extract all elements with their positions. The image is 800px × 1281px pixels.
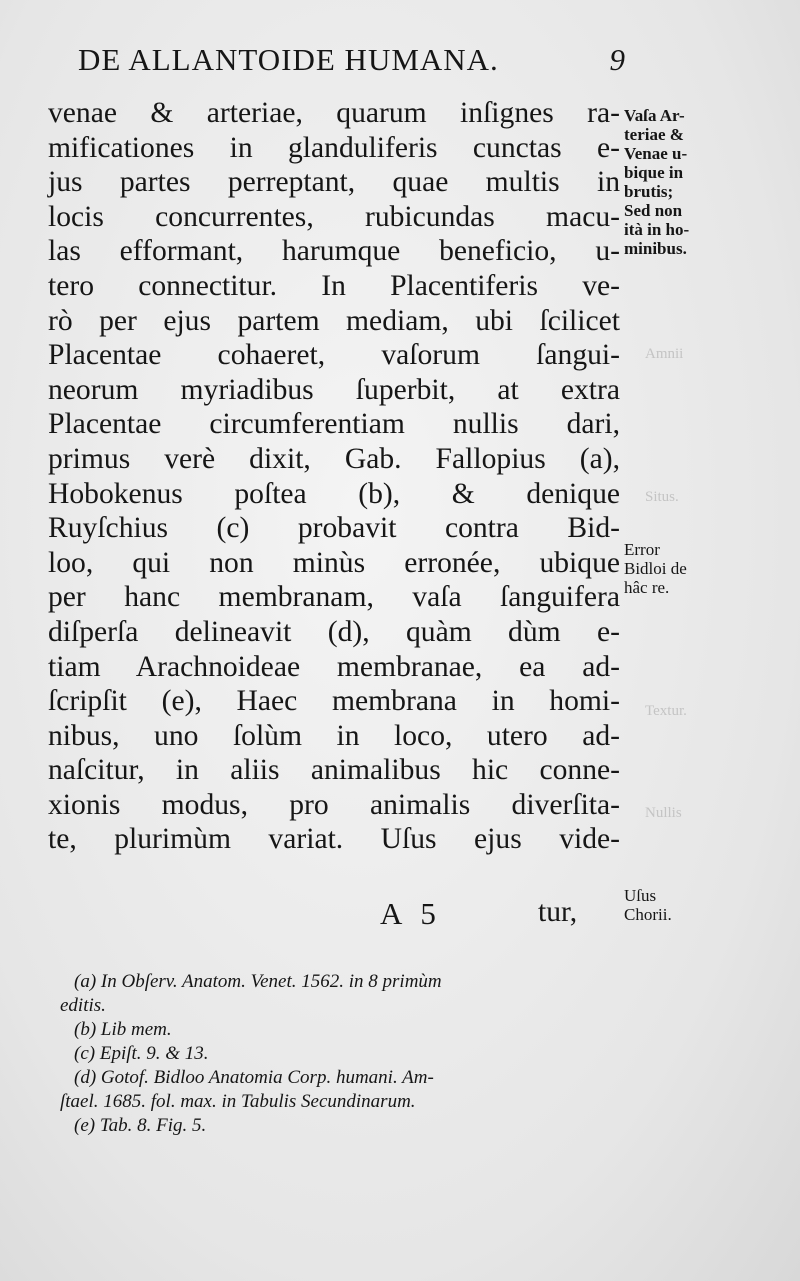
margin-note-error: [624, 540, 724, 597]
bleed-through-text: Textur.: [645, 703, 687, 719]
text-line: primus verè dixit, Gab. Fallopius (a),: [48, 442, 620, 475]
running-header: [78, 42, 626, 78]
footnotes: [60, 970, 630, 1138]
footnote-line: (d) Gotof. Bidloo Anatomia Corp. humani. Am-: [74, 1067, 434, 1088]
bleed-through-text: Amnii: [645, 346, 684, 362]
margin-note-vessels: [624, 106, 724, 258]
margin-note-line: Sed non: [624, 201, 683, 220]
footnote-line: (c) Epiſt. 9. & 13.: [74, 1043, 209, 1064]
margin-note-line: Chorii.: [624, 905, 672, 924]
bleed-through-text: Situs.: [645, 489, 679, 505]
text-line: tero connectitur. In Placentiferis ve-: [48, 269, 620, 302]
text-line: jus partes perreptant, quae multis in: [48, 166, 620, 199]
text-line: Placentae cohaeret, vaſorum ſangui-: [48, 339, 620, 372]
text-line: rò per ejus partem mediam, ubi ſcilicet: [48, 304, 620, 337]
margin-note-line: ità in ho-: [624, 220, 690, 239]
text-line: loo, qui non minùs erronée, ubique: [48, 546, 620, 579]
bleed-through-text: Nullis: [645, 805, 682, 821]
text-line: mificationes in glanduliferis cunctas e-: [48, 131, 620, 164]
margin-note-line: Vaſa Ar-: [624, 106, 685, 125]
footnote-line: editis.: [60, 995, 106, 1016]
text-line: diſperſa delineavit (d), quàm dùm e-: [48, 615, 620, 648]
page-number: 9: [609, 42, 626, 77]
running-title: DE ALLANTOIDE HUMANA.: [78, 42, 499, 77]
text-line: Ruyſchius (c) probavit contra Bid-: [48, 512, 620, 545]
footnote-line: (e) Tab. 8. Fig. 5.: [74, 1115, 207, 1136]
margin-note-line: bique in: [624, 163, 684, 182]
margin-note-usus: [624, 886, 724, 924]
text-line: Placentae circumferentiam nullis dari,: [48, 408, 620, 441]
text-line: las efformant, harumque beneficio, u-: [48, 235, 620, 268]
text-line: per hanc membranam, vaſa ſanguifera: [48, 581, 620, 614]
footnote-line: ſtael. 1685. fol. max. in Tabulis Secundinarum.: [60, 1091, 416, 1112]
text-line: ſcripſit (e), Haec membrana in homi-: [48, 685, 620, 718]
text-line: locis concurrentes, rubicundas macu-: [48, 200, 620, 233]
text-line: xionis modus, pro animalis diverſita-: [48, 788, 620, 821]
text-line: nibus, uno ſolùm in loco, utero ad-: [48, 719, 620, 752]
margin-note-line: Uſus: [624, 886, 657, 905]
margin-note-line: Error: [624, 540, 660, 559]
text-line: Hobokenus poſtea (b), & denique: [48, 477, 620, 510]
text-line: tiam Arachnoideae membranae, ea ad-: [48, 650, 620, 683]
margin-note-line: minibus.: [624, 239, 687, 258]
margin-note-line: brutis;: [624, 182, 674, 201]
text-line: naſcitur, in aliis animalibus hic conne-: [48, 754, 620, 787]
text-line: neorum myriadibus ſuperbit, at extra: [48, 373, 620, 406]
catchword: tur,: [538, 896, 578, 928]
footnote-line: (a) In Obſerv. Anatom. Venet. 1562. in 8 primùm: [74, 971, 442, 992]
margin-note-line: teriae &: [624, 125, 684, 144]
margin-note-line: Venae u-: [624, 144, 688, 163]
signature-mark: A 5: [380, 896, 442, 931]
text-line: te, plurimùm variat. Uſus ejus vide-: [48, 823, 620, 856]
text-line: venae & arteriae, quarum inſignes ra-: [48, 97, 620, 129]
margin-note-line: hâc re.: [624, 578, 670, 597]
margin-note-line: Bidloi de: [624, 559, 687, 578]
footnote-line: (b) Lib mem.: [74, 1019, 172, 1040]
main-text: [48, 96, 620, 857]
